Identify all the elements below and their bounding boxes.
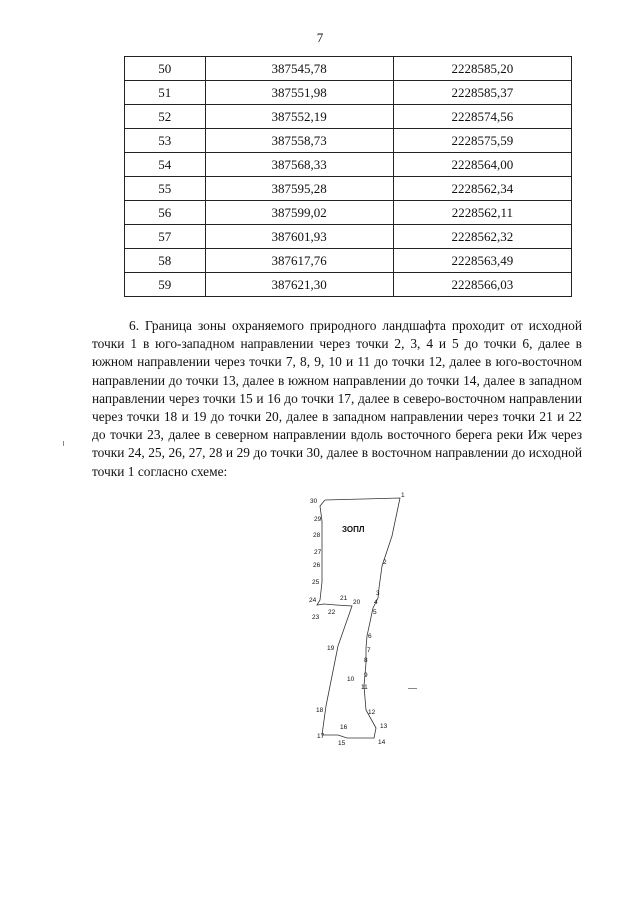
point-label: 4: [374, 599, 378, 606]
point-number-cell: 56: [125, 201, 206, 225]
zone-label: ЗОПЛ: [342, 525, 365, 534]
point-label: 25: [312, 579, 320, 586]
table-row: [125, 81, 572, 105]
point-label: 16: [340, 724, 348, 731]
point-label: 1: [401, 492, 405, 499]
point-label: 24: [309, 597, 317, 604]
point-label: 2: [383, 559, 387, 566]
page-number: 7: [316, 30, 324, 45]
table-row: [125, 105, 572, 129]
table-row: [125, 153, 572, 177]
coordinate-y-cell: 2228563,49: [393, 249, 571, 273]
point-label: 22: [328, 609, 336, 616]
point-label: 12: [368, 709, 376, 716]
coordinate-x-cell: 387545,78: [205, 57, 393, 81]
point-label: 11: [361, 684, 368, 691]
point-label: 28: [313, 532, 321, 539]
point-label: 18: [316, 707, 324, 714]
coordinate-x-cell: 387595,28: [205, 177, 393, 201]
table-row: [125, 57, 572, 81]
table-row: [125, 201, 572, 225]
coordinate-x-cell: 387601,93: [205, 225, 393, 249]
coordinate-y-cell: 2228562,11: [393, 201, 571, 225]
coordinate-x-cell: 387617,76: [205, 249, 393, 273]
point-label: 27: [314, 549, 322, 556]
point-label: 6: [368, 633, 372, 640]
point-label: 21: [340, 595, 348, 602]
point-label: 26: [313, 562, 321, 569]
coordinate-y-cell: 2228585,20: [393, 57, 571, 81]
coordinate-y-cell: 2228585,37: [393, 81, 571, 105]
scan-mark: [408, 688, 417, 689]
point-label: 3: [376, 590, 380, 597]
point-label: 15: [338, 740, 346, 747]
coordinates-table: [124, 56, 572, 297]
point-label: 29: [314, 516, 322, 523]
point-label: 30: [310, 498, 318, 505]
coordinate-y-cell: 2228566,03: [393, 273, 571, 297]
point-label: 9: [364, 672, 368, 679]
point-number-cell: 59: [125, 273, 206, 297]
point-number-cell: 53: [125, 129, 206, 153]
table-row: [125, 129, 572, 153]
point-label: 10: [347, 676, 355, 683]
scan-mark: [63, 441, 64, 446]
coordinate-x-cell: 387552,19: [205, 105, 393, 129]
table-row: [125, 225, 572, 249]
point-label: 23: [312, 614, 320, 621]
point-label: 8: [364, 657, 368, 664]
coordinate-y-cell: 2228562,34: [393, 177, 571, 201]
point-number-cell: 51: [125, 81, 206, 105]
coordinate-x-cell: 387621,30: [205, 273, 393, 297]
table-row: [125, 177, 572, 201]
point-label: 14: [378, 739, 386, 746]
coordinate-x-cell: 387599,02: [205, 201, 393, 225]
coordinate-y-cell: 2228575,59: [393, 129, 571, 153]
coordinate-x-cell: 387558,73: [205, 129, 393, 153]
point-number-cell: 50: [125, 57, 206, 81]
point-number-cell: 54: [125, 153, 206, 177]
point-label: 17: [317, 733, 325, 740]
boundary-description: 6. Граница зоны охраняемого природного ландшафта проходит от исходной точки 1 в юго-западном направлении через точки 2, 3, 4 и 5 до точки 6, далее в южном направлении через точки 7, 8, 9, 10 и 11 до точки 12, далее в юго-восточном направлении до точки 13, далее в южном направлении до точки 14, далее в западном направлении через точки 15 и 16 до точки 17, далее в северо-восточном направлении через точки 18 и 19 до точки 20, далее в западном направлении через точки 21 и 22 до точки 23, далее в северном направлении вдоль восточного берега реки Иж через точки 24, 25, 26, 27, 28 и 29 до точки 30, далее в восточном направлении до исходной точки 1 согласно схеме:: [92, 318, 582, 479]
point-number-cell: 52: [125, 105, 206, 129]
point-label: 5: [373, 609, 377, 616]
point-label: 7: [367, 647, 371, 654]
point-number-cell: 57: [125, 225, 206, 249]
zone-boundary: [317, 498, 400, 738]
table-row: [125, 273, 572, 297]
coordinate-x-cell: 387568,33: [205, 153, 393, 177]
coordinate-y-cell: 2228574,56: [393, 105, 571, 129]
coordinate-y-cell: 2228564,00: [393, 153, 571, 177]
coordinate-y-cell: 2228562,32: [393, 225, 571, 249]
coordinate-x-cell: 387551,98: [205, 81, 393, 105]
point-label: 13: [380, 723, 388, 730]
zone-scheme: [300, 488, 410, 748]
point-label: 20: [353, 599, 361, 606]
table-row: [125, 249, 572, 273]
point-number-cell: 55: [125, 177, 206, 201]
point-label: 19: [327, 645, 335, 652]
point-number-cell: 58: [125, 249, 206, 273]
